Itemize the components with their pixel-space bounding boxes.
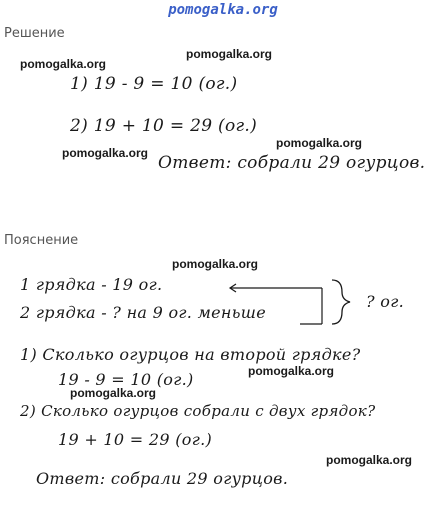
solution-step-2: 2) 19 + 10 = 29 (ог.) [70, 116, 258, 136]
explanation-answer: Ответ: собрали 29 огурцов. [36, 469, 289, 488]
watermark: pomogalka.org [172, 257, 259, 271]
watermark: pomogalka.org [20, 57, 107, 71]
site-brand: pomogalka.org [168, 2, 278, 18]
total-unknown: ? ог. [366, 292, 404, 311]
calc-1: 19 - 9 = 10 (ог.) [58, 370, 194, 389]
solution-step-1: 1) 19 - 9 = 10 (ог.) [70, 74, 238, 94]
question-1: 1) Сколько огурцов на второй грядке? [20, 345, 361, 364]
bed-1-line: 1 грядка - 19 ог. [20, 275, 163, 294]
watermark: pomogalka.org [70, 386, 157, 400]
bed-2-line: 2 грядка - ? на 9 ог. меньше [20, 303, 266, 322]
watermark: pomogalka.org [276, 136, 363, 150]
watermark: pomogalka.org [248, 364, 335, 378]
question-2: 2) Сколько огурцов собрали с двух грядок? [20, 402, 376, 420]
solution-answer: Ответ: собрали 29 огурцов. [158, 153, 426, 173]
solution-heading: Решение [4, 26, 65, 41]
watermark: pomogalka.org [62, 146, 149, 160]
calc-2: 19 + 10 = 29 (ог.) [58, 430, 213, 449]
explanation-heading: Пояснение [4, 233, 79, 248]
watermark: pomogalka.org [186, 47, 273, 61]
watermark: pomogalka.org [326, 453, 413, 467]
